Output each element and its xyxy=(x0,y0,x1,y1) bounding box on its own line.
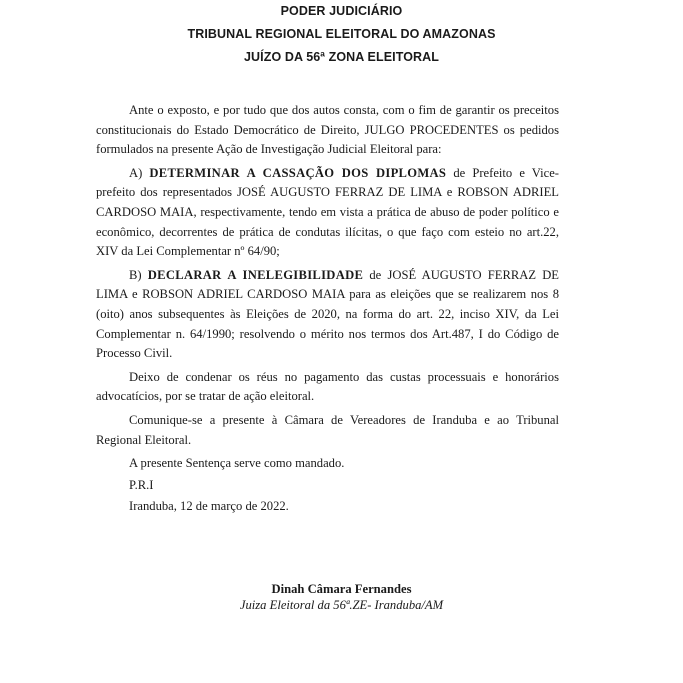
header-line-2: TRIBUNAL REGIONAL ELEITORAL DO AMAZONAS xyxy=(187,27,496,41)
item-b-prefix: B) xyxy=(129,267,148,282)
item-a-paragraph xyxy=(96,164,559,262)
item-a-bold: DETERMINAR A CASSAÇÃO DOS DIPLOMAS xyxy=(149,165,447,180)
costs-paragraph: Deixo de condenar os réus no pagamento das custas processuais e honorários advocatícios, por se tratar de ação eleitoral. xyxy=(96,369,559,404)
place-date: Iranduba, 12 de março de 2022. xyxy=(129,499,289,514)
mandate-paragraph: A presente Sentença serve como mandado. xyxy=(129,456,345,471)
notify-paragraph: Comunique-se a presente à Câmara de Vereadores de Iranduba e ao Tribunal Regional Eleitoral. xyxy=(96,412,559,447)
document-body xyxy=(96,101,559,519)
header-line-3: JUÍZO DA 56ª ZONA ELEITORAL xyxy=(243,50,440,64)
pri-paragraph: P.R.I xyxy=(129,477,154,492)
signature-block xyxy=(0,581,683,613)
item-b-text: de JOSÉ AUGUSTO FERRAZ DE LIMA e ROBSON ADRIEL CARDOSO MAIA para as eleições que se realizarem nos 8 (oito) anos subsequentes às Eleições de 2020, na forma do art. 22, inciso XIV, da Lei Complementar n. 64/1990; resolvendo o mérito nos termos dos Art.487, I do Código de Processo Civil. xyxy=(96,267,559,361)
item-b-paragraph xyxy=(96,266,559,364)
item-b-bold: DECLARAR A INELEGIBILIDADE xyxy=(147,267,364,282)
signature-name: Dinah Câmara Fernandes xyxy=(271,582,412,596)
item-a-text: de Prefeito e Vice-prefeito dos representados JOSÉ AUGUSTO FERRAZ DE LIMA e ROBSON ADRIEL CARDOSO MAIA, respectivamente, tendo em vista a prática de abuso de poder político e econômico, decorrentes de prática de condutas ilícitas, o que faço com esteio no art.22, XIV da Lei Complementar nº 64/90; xyxy=(96,165,560,259)
intro-paragraph: Ante o exposto, e por tudo que dos autos consta, com o fim de garantir os preceitos constitucionais do Estado Democrático de Direito, JULGO PROCEDENTES os pedidos formulados na presente Ação de Investigação Judicial Eleitoral para: xyxy=(96,103,559,157)
item-a-prefix: A) xyxy=(129,165,150,180)
header-line-1: PODER JUDICIÁRIO xyxy=(280,4,403,18)
signature-role: Juiza Eleitoral da 56ª.ZE- Iranduba/AM xyxy=(239,598,444,612)
